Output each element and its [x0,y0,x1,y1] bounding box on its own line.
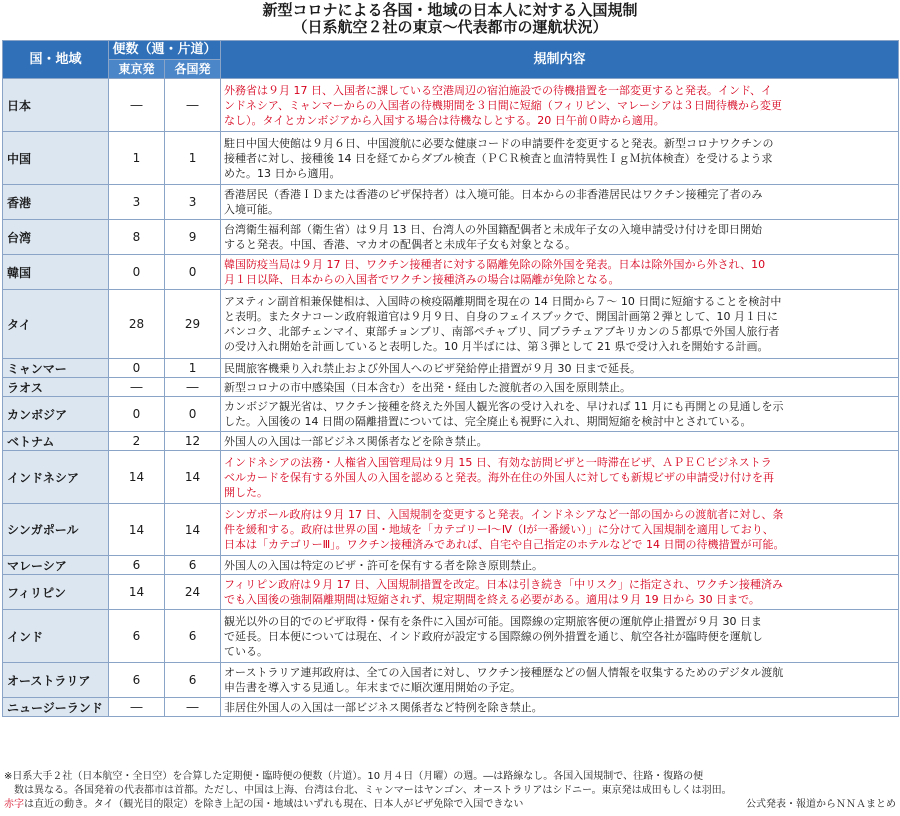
from-tokyo-cell: 6 [109,663,165,698]
country-cell: カンボジア [3,397,109,432]
header-from-country: 各国発 [165,60,221,79]
regulation-content-cell: 新型コロナの市中感染国（日本含む）を出発・経由した渡航者の入国を原則禁止。 [221,378,899,397]
from-country-cell: 6 [165,663,221,698]
from-country-cell: 0 [165,397,221,432]
country-cell: フィリピン [3,575,109,610]
country-cell: 台湾 [3,220,109,255]
table-row [3,378,899,397]
title-line-1: 新型コロナによる各国・地域の日本人に対する入国規制 [262,1,638,19]
regulation-content-cell: カンボジア観光省は、ワクチン接種を終えた外国人観光客の受け入れを、早ければ 11 月にも再開との見通しを示 した。入国後の 14 日間の隔離措置については、完全廃止も視野に入れ、期間短縮を検討中とされている。 [221,397,899,432]
regulation-content-cell: 外国人の入国は一部ビジネス関係者などを除き禁止。 [221,432,899,451]
table-row [3,432,899,451]
regulation-content-cell: 観光以外の目的でのビザ取得・保有を条件に入国が可能。国際線の定期旅客便の運航停止措置が９月 30 日ま で延長。日本便については現在、インド政府が設定する国際線の例外措置を通じ、航空各社が臨時便を運航し ている。 [221,610,899,663]
from-tokyo-cell: 14 [109,575,165,610]
from-country-cell: 29 [165,290,221,359]
country-cell: インド [3,610,109,663]
country-cell: ミャンマー [3,359,109,378]
title-line-2: （日系航空２社の東京〜代表都市の運航状況） [292,18,608,36]
footnote-line-3 [4,798,896,812]
regulation-content-cell: フィリピン政府は９月 17 日、入国規制措置を改定。日本は引き続き「中リスク」に指定され、ワクチン接種済み でも入国後の強制隔離期間は短縮されず、規定期間を終える必要がある。適用は９月 19 日から 30 日まで。 [221,575,899,610]
from-tokyo-cell: 0 [109,255,165,290]
country-cell: 中国 [3,132,109,185]
country-cell: 韓国 [3,255,109,290]
table-row [3,255,899,290]
header-content: 規制内容 [221,41,899,79]
table-row [3,698,899,717]
header-from-tokyo: 東京発 [109,60,165,79]
from-country-cell: 1 [165,359,221,378]
table-row [3,451,899,504]
from-tokyo-cell: ― [109,79,165,132]
table-row [3,556,899,575]
from-country-cell: 12 [165,432,221,451]
regulation-content-cell: インドネシアの法務・人権省入国管理局は９月 15 日、有効な訪問ビザと一時滞在ビザ、ＡＰＥＣビジネストラ ベルカードを保有する外国人の入国を認めると発表。海外在住の外国人に対しても新規ビザの申請受け付けを再 開した。 [221,451,899,504]
from-country-cell: ― [165,698,221,717]
regulation-content-cell: 民間旅客機乗り入れ禁止および外国人へのビザ発給停止措置が９月 30 日まで延長。 [221,359,899,378]
country-cell: ベトナム [3,432,109,451]
footnote-line-2: 数は異なる。各国発着の代表都市は首都。ただし、中国は上海、台湾は台北、ミャンマーはヤンゴン、オーストラリアはシドニー。東京発は成田もしくは羽田。 [4,785,732,796]
regulation-table [2,40,899,717]
regulation-content-cell: 駐日中国大使館は９月６日、中国渡航に必要な健康コードの申請要件を変更すると発表。新型コロナワクチンの 接種者に対し、接種後 14 日を経てからダブル検査（ＰＣＲ検査と血清特異性ＩｇＭ抗体検査）を受けるよう求 めた。13 日から適用。 [221,132,899,185]
country-cell: ラオス [3,378,109,397]
country-cell: オーストラリア [3,663,109,698]
table-row [3,79,899,132]
from-tokyo-cell: 6 [109,610,165,663]
from-tokyo-cell: 14 [109,504,165,556]
footnote-line-1: ※日系大手２社（日本航空・全日空）を合算した定期便・臨時便の便数（片道）。10 月４日（月曜）の週。―は路線なし。各国入国規制で、往路・復路の便 [4,771,704,782]
country-cell: 日本 [3,79,109,132]
footnote-red-note: 赤字 [4,799,24,810]
from-tokyo-cell: 8 [109,220,165,255]
regulation-content-cell: シンガポール政府は９月 17 日、入国規制を変更すると発表。インドネシアなど一部の国からの渡航者に対し、条 件を緩和する。政府は世界の国・地域を「カテゴリーⅠ〜Ⅳ（Ⅰが一番緩い）」に分けて入国規制を適用しており、 日本は「カテゴリーⅢ」。ワクチン接種済みであれば、自宅や自己指定のホテルなどで 14 日間の待機措置が可能。 [221,504,899,556]
from-tokyo-cell: 6 [109,556,165,575]
country-cell: 香港 [3,185,109,220]
table-row [3,663,899,698]
from-tokyo-cell: 2 [109,432,165,451]
regulation-content-cell: 韓国防疫当局は９月 17 日、ワクチン接種者に対する隔離免除の除外国を発表。日本は除外国から外され、10 月１日以降、日本からの入国者でワクチン接種済みの場合は隔離が免除となる。 [221,255,899,290]
country-cell: インドネシア [3,451,109,504]
from-country-cell: 6 [165,556,221,575]
from-country-cell: 1 [165,132,221,185]
from-tokyo-cell: 0 [109,359,165,378]
from-country-cell: ― [165,378,221,397]
regulation-content-cell: オーストラリア連邦政府は、全ての入国者に対し、ワクチン接種歴などの個人情報を収集するためのデジタル渡航 申告書を導入する見通し。年末までに順次運用開始の予定。 [221,663,899,698]
from-country-cell: 3 [165,185,221,220]
from-tokyo-cell: 14 [109,451,165,504]
country-cell: シンガポール [3,504,109,556]
from-country-cell: 14 [165,451,221,504]
table-body [3,79,899,717]
from-tokyo-cell: ― [109,698,165,717]
table-row [3,132,899,185]
from-tokyo-cell: 3 [109,185,165,220]
table-row [3,290,899,359]
regulation-content-cell: 非居住外国人の入国は一部ビジネス関係者など特例を除き禁止。 [221,698,899,717]
header-flights: 便数（週・片道） [109,41,221,60]
from-country-cell: 9 [165,220,221,255]
from-country-cell: 0 [165,255,221,290]
table-row [3,397,899,432]
country-cell: マレーシア [3,556,109,575]
regulation-content-cell: 台湾衛生福利部（衛生省）は９月 13 日、台湾人の外国籍配偶者と未成年子女の入境申請受け付けを即日開始 すると発表。中国、香港、マカオの配偶者と未成年子女も対象となる。 [221,220,899,255]
table-row [3,610,899,663]
table-row [3,575,899,610]
regulation-content-cell: 香港居民（香港ＩＤまたは香港のビザ保持者）は入境可能。日本からの非香港居民はワクチン接種完了者のみ 入境可能。 [221,185,899,220]
page-title [0,2,900,36]
from-country-cell: 6 [165,610,221,663]
country-cell: タイ [3,290,109,359]
from-country-cell: 24 [165,575,221,610]
from-tokyo-cell: 0 [109,397,165,432]
table-row [3,359,899,378]
table-row [3,504,899,556]
regulation-content-cell: 外国人の入国は特定のビザ・許可を保有する者を除き原則禁止。 [221,556,899,575]
from-tokyo-cell: ― [109,378,165,397]
regulation-content-cell: 外務省は９月 17 日、入国者に課している空港周辺の宿泊施設での待機措置を一部変更すると発表。インド、イ ンドネシア、ミャンマーからの入国者の待機期間を３日間に短縮（フィリピン、マレーシアは３日間待機から変更 なし）。タイとカンボジアから入国する場合は待機なしとする。20 日午前０時から適用。 [221,79,899,132]
regulation-content-cell: アヌティン副首相兼保健相は、入国時の検疫隔離期間を現在の 14 日間から７〜 10 日間に短縮することを検討中 と表明。またタナコーン政府報道官は９月９日、自身のフェイスブックで、開国計画第２弾として、10 月１日に バンコク、北部チェンマイ、東部チョンブリ、南部ペチャブリ、同プラチュアブキリカンの５都県で外国人旅行者 の受け入れ開始を計画していると表明した。10 月半ばには、第３弾として 21 県で受け入れを開始する計画。 [221,290,899,359]
from-country-cell: ― [165,79,221,132]
country-cell: ニュージーランド [3,698,109,717]
from-tokyo-cell: 1 [109,132,165,185]
footnote [4,770,896,812]
header-country: 国・地域 [3,41,109,79]
footnote-source: 公式発表・報道からＮＮＡまとめ [746,799,896,810]
table-row [3,220,899,255]
footnote-note: は直近の動き。タイ（観光目的限定）を除き上記の国・地域はいずれも現在、日本人がビザ免除で入国できない [24,799,524,810]
table-row [3,185,899,220]
from-country-cell: 14 [165,504,221,556]
from-tokyo-cell: 28 [109,290,165,359]
